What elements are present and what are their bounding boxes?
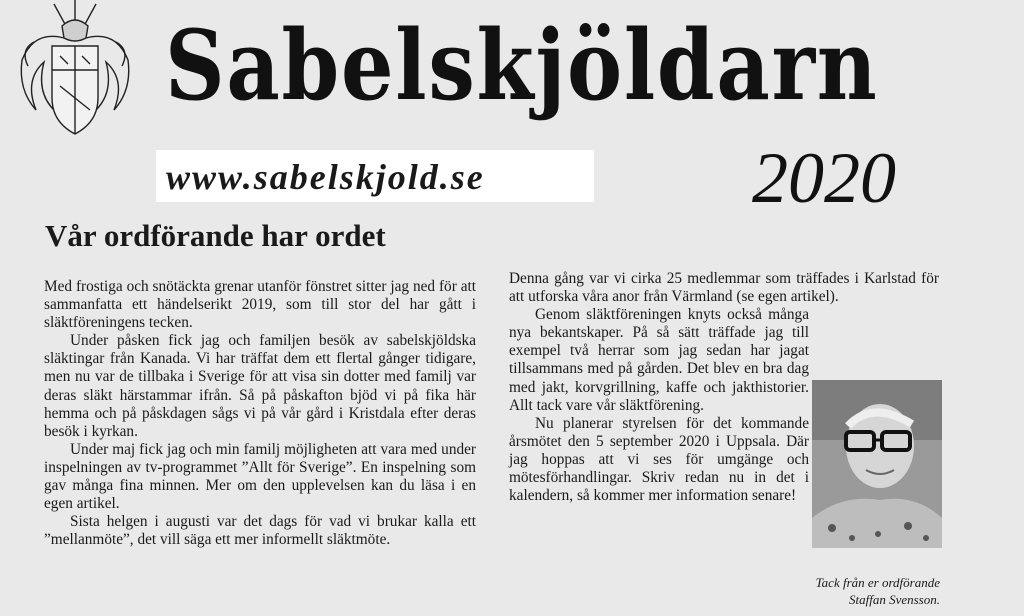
paragraph: Genom släktföreningen knyts också många nya bekantskaper. På så sätt träffade jag till exempel två herrar som jag sedan har jagat tillsammans med på gården. Det blev en bra dag med jakt, korvgrillning, kaffe och jakthistorier. Allt tack vare vår släktförening. [509, 306, 809, 414]
paragraph: Nu planerar styrelsen för det kommande årsmötet den 5 september 2020 i Uppsala. Där jag hoppas att vi ses för umgänge och mötesförhandlingar. Skriv redan nu in det i kalendern, så kommer mer information senare! [509, 414, 809, 505]
signoff-name: Staffan Svensson. [849, 592, 940, 607]
portrait-photo [812, 380, 942, 548]
issue-year: 2020 [752, 138, 896, 218]
paragraph: Sista helgen i augusti var det dags för vad vi brukar kalla ett ”mellanmöte”, det vill säga ett mer informellt släktmöte. [44, 513, 476, 549]
paragraph: Med frostiga och snötäckta grenar utanför fönstret sitter jag ned för att sammanfatta ett händelserikt 2019, som till stor del har gått i släktföreningens tecken. [44, 278, 476, 332]
paragraph: Under maj fick jag och min familj möjligheten att vara med under inspelningen av tv-programmet ”Allt för Sverige”. En inspelning som gav många fina minnen. Mer om den upplevelsen kan du läsa i en egen artikel. [44, 440, 476, 513]
article-column-left [44, 278, 476, 549]
website-url[interactable]: www.sabelskjold.se [166, 157, 485, 197]
paragraph: Denna gång var vi cirka 25 medlemmar som träffades i Karlstad för att utforska våra anor från Värmland (se egen artikel). [509, 270, 939, 306]
coat-of-arms-image [14, 0, 136, 150]
signoff-line: Tack från er ordförande [815, 575, 940, 590]
paragraph: Under påsken fick jag och familjen besök av sabelskjöldska släktingar från Kanada. Vi har träffat dem ett flertal gånger tidigare, men nu var de tillbaka i Sverige för att visa sin dotter med familj var deras släkt härstammar ifrån. Så på påskafton bjöd vi på fika här hemma och på påskdagen sågs vi på vår gård i Kristdala efter deras besök i kyrkan. [44, 332, 476, 440]
signoff [760, 574, 940, 608]
website-banner [156, 150, 594, 202]
article-heading: Vår ordförande har ordet [45, 218, 386, 253]
newsletter-title: Sabelskjöldarn [165, 9, 879, 122]
